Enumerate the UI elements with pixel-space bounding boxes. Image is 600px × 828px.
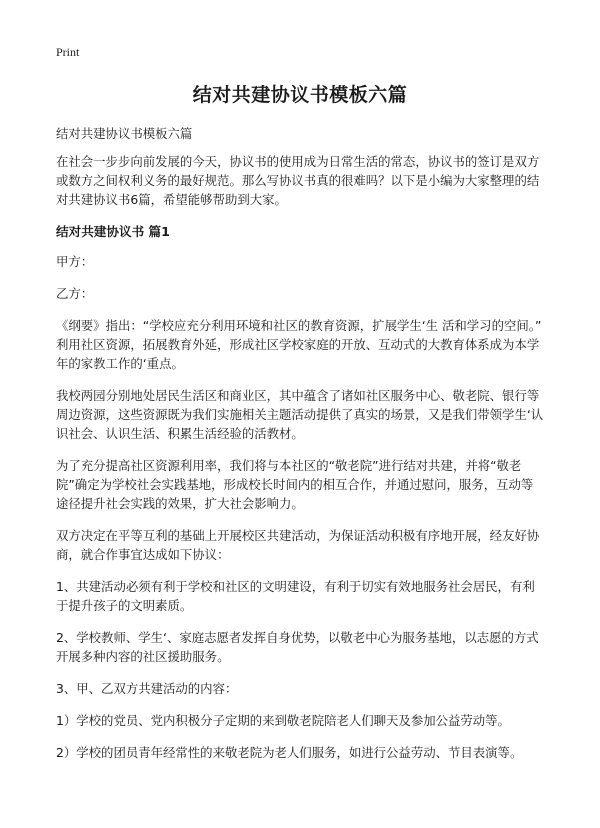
activity-item: 1）学校的党员、党内积极分子定期的来到敬老院陪老人们聊天及参加公益劳动等。 (56, 713, 510, 728)
print-label: Print (56, 45, 80, 59)
party-b-line: 乙方： (56, 286, 94, 301)
agreement-clause: 2、学校教师、学生‘、家庭志愿者发挥自身优势，以敬老中心为服务基地，以志愿的方式开展多种内容的社区援助服务。 (56, 630, 539, 664)
body-paragraph: 为了充分提高社区资源利用率，我们将与本社区的“敬老院”进行结对共建，并将“敬老院”确定为学校社会实践基地，形成校长时间内的相互合作，并通过慰问，服务，互动等途径提升社会实践的效果，扩大社会影响力。 (56, 458, 534, 511)
body-paragraph: 双方决定在平等互利的基础上开展校区共建活动，为保证活动积极有序地开展，经友好协商，就合作事宜达成如下协议： (56, 528, 540, 562)
document-subtitle: 结对共建协议书模板六篇 (56, 126, 193, 141)
document-title: 结对共建协议书模板六篇 (192, 84, 408, 106)
agreement-clause: 1、共建活动必须有利于学校和社区的文明建设，有利于切实有效地服务社会居民，有利于提升孩子的文明素质。 (56, 579, 535, 613)
body-paragraph: 我校两园分别地处居民生活区和商业区，其中蕴含了诸如社区服务中心、敬老院、银行等周边资源，这些资源既为我们实施相关主题活动提供了真实的场景，又是我们带领学生‘认识社会、认识生活、积累生活经验的活教材。 (56, 388, 544, 441)
party-a-line: 甲方： (56, 254, 94, 269)
activity-item: 2）学校的团员青年经常性的来敬老院为老人们服务，如进行公益劳动、节目表演等。 (56, 745, 523, 760)
agreement-clause: 3、甲、乙双方共建活动的内容： (56, 681, 238, 696)
section-heading: 结对共建协议书 篇1 (56, 224, 170, 239)
body-paragraph: 《纲要》指出：“学校应充分利用环境和社区的教育资源，扩展学生‘生 活和学习的空间。” 利用社区资源，拓展教育外延，形成社区学校家庭的开放、互动式的大教育体系成为本学年的家教工作的‘重点。 (56, 318, 542, 371)
intro-paragraph: 在社会一步步向前发展的今天，协议书的使用成为日常生活的常态，协议书的签订是双方或数方之间权利义务的最好规范。那么写协议书真的很难吗？以下是小编为大家整理的结对共建协议书6篇，希望能够帮助到大家。 (56, 154, 540, 207)
